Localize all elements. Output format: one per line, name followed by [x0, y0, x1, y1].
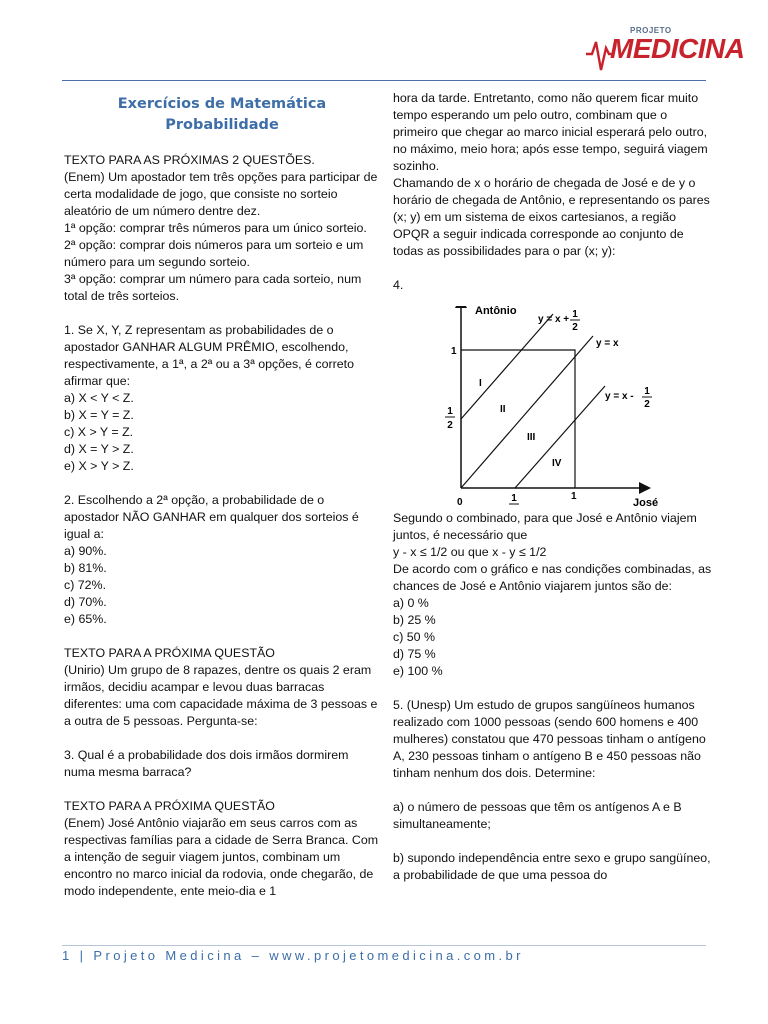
page-title — [64, 94, 380, 136]
region-II: II — [500, 404, 506, 415]
question-4: 4. — [393, 278, 404, 292]
logo-main-text: MEDICINA — [610, 33, 745, 64]
question-5b: b) supondo independência entre sexo e grupo sangüíneo, a probabilidade de que uma pessoa do — [393, 851, 711, 882]
svg-text:2: 2 — [644, 399, 650, 410]
question-5: 5. (Unesp) Um estudo de grupos sangüíneos humanos realizado com 1000 pessoas (sendo 600 homens e 400 mulheres) constatou que 470 pessoas tinham o antígeno A, 230 pessoas tinham o antígeno B e 450 pessoas não tinham nenhum dos dois. Determine: — [393, 698, 706, 780]
left-column — [64, 94, 380, 900]
tick-x-half-num: 1 — [511, 493, 517, 504]
svg-text:1: 1 — [572, 309, 578, 320]
question-2: 2. Escolhendo a 2ª opção, a probabilidade de o apostador NÃO GANHAR em qualquer dos sorteios é igual a: a) 90%. b) 81%. c) 72%. d) 70%. e) 65%. — [64, 493, 359, 626]
text-block-1: TEXTO PARA AS PRÓXIMAS 2 QUESTÕES. (Enem) Um apostador tem três opções para participar de certa modalidade de jogo, que consiste no sorteio aleatório de um número dentre dez. 1ª opção: comprar três números para um único sorteio. 2ª opção: comprar dois números para um sorteio e um número para um segundo sorteio. 3ª opção: comprar um número para cada sorteio, num total de três sorteios. — [64, 153, 378, 303]
text-block-2: TEXTO PARA A PRÓXIMA QUESTÃO (Unirio) Um grupo de 8 rapazes, dentre os quais 2 eram irmãos, decidiu acampar e levou duas barracas diferentes: uma com capacidade máxima de 3 pessoas e a outra de 5 pessoas. Pergunta-se: — [64, 646, 378, 728]
text-block-4: hora da tarde. Entretanto, como não querem ficar muito tempo esperando um pelo outro, combinam que o primeiro que chegar ao marco inicial esperará pelo outro, no máximo, meio hora; após esse tempo, seguirá viagem sozinho. Chamando de x o horário de chegada de José e de y o horário de chegada de Antônio, e representando os pares (x; y) em um sistema de eixos cartesianos, a região OPQR a seguir indicada corresponde ao conjunto de todas as possibilidades para o par (x; y): — [393, 91, 710, 258]
region-I: I — [479, 378, 482, 389]
text-block-3: TEXTO PARA A PRÓXIMA QUESTÃO (Enem) José Antônio viajarão em seus carros com as respectivas famílias para a cidade de Serra Branca. Com a intenção de seguir viagem juntos, combinam um encontro no marco inicial da rodovia, onde chegarão, de modo independente, ente meio-dia e 1 — [64, 799, 379, 898]
origin-label: 0 — [457, 497, 463, 506]
footer-rule — [62, 945, 706, 946]
tick-y-half-den: 2 — [447, 420, 453, 431]
question-5a: a) o número de pessoas que têm os antígenos A e B simultaneamente; — [393, 800, 682, 831]
graph-svg — [393, 306, 715, 506]
svg-text:1: 1 — [644, 386, 650, 397]
label-lower: y = x - — [605, 391, 634, 402]
svg-text:2: 2 — [572, 322, 578, 333]
title-line-1: Exercícios de Matemática — [117, 96, 327, 112]
tick-x-1: 1 — [571, 491, 577, 502]
projeto-medicina-logo — [584, 24, 745, 78]
label-mid: y = x — [596, 338, 619, 349]
region-IV: IV — [552, 458, 562, 469]
tick-y-half-num: 1 — [447, 406, 453, 417]
title-line-2: Probabilidade — [165, 117, 279, 133]
line-upper — [461, 314, 553, 419]
question-1: 1. Se X, Y, Z representam as probabilidades de o apostador GANHAR ALGUM PRÊMIO, escolhendo, respectivamente, a 1ª, a 2ª ou a 3ª opções, é correto afirmar que: a) X < Y < Z. b) X = Y = Z. c) X > Y = Z. d) X = Y > Z. e) X > Y > Z. — [64, 323, 354, 473]
region-III: III — [527, 432, 536, 443]
question-3: 3. Qual é a probabilidade dos dois irmãos dormirem numa mesma barraca? — [64, 748, 349, 779]
y-axis-label: Antônio — [475, 306, 517, 317]
label-upper: y = x + — [538, 314, 570, 325]
x-axis-label: José — [633, 497, 659, 506]
line-mid — [461, 336, 593, 488]
region-graph — [393, 306, 715, 506]
tick-y-1: 1 — [451, 346, 457, 357]
header-rule — [62, 80, 706, 81]
text-block-5: Segundo o combinado, para que José e Antônio viajem juntos, é necessário que y - x ≤ 1/2 ou que x - y ≤ 1/2 De acordo com o gráfico e nas condições combinadas, as chances de José e Antônio viajarem juntos são de: a) 0 % b) 25 % c) 50 % d) 75 % e) 100 % — [393, 511, 712, 678]
right-column — [393, 90, 715, 884]
page-footer: 1 | Projeto Medicina – www.projetomedicina.com.br — [62, 948, 524, 963]
logo-small-text: PROJETO — [630, 26, 672, 35]
